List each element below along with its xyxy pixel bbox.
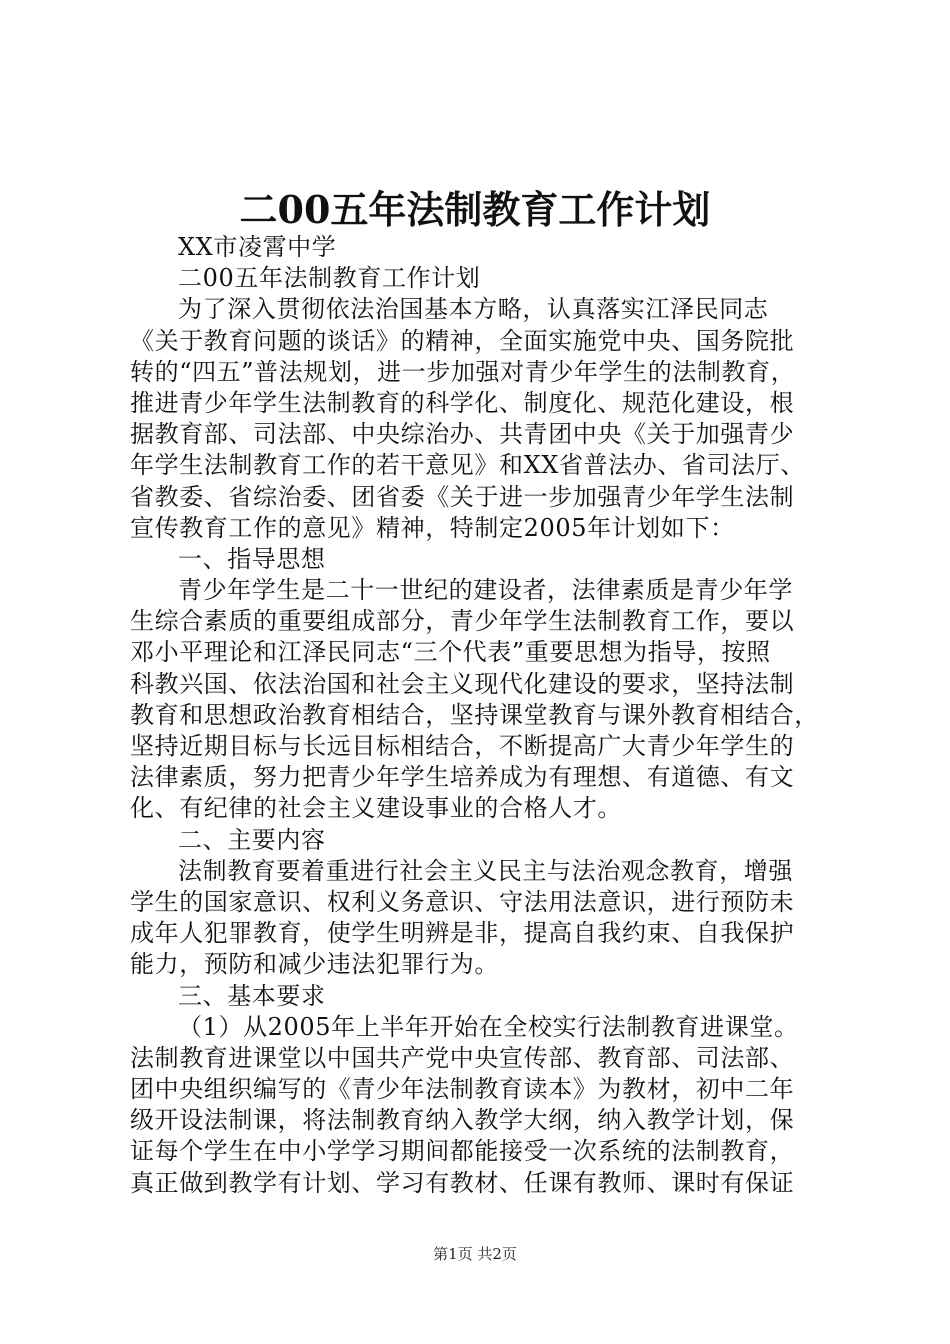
text-line: 法制教育进课堂以中国共产党中央宣传部、教育部、司法部、: [130, 1043, 795, 1072]
text-line: 坚持近期目标与长远目标相结合，不断提高广大青少年学生的: [130, 732, 795, 760]
text-line: 《关于教育问题的谈话》的精神，全面实施党中央、国务院批: [130, 326, 795, 355]
text-line: 法律素质，努力把青少年学生培养成为有理想、有道德、有文: [130, 763, 795, 792]
text-line: 邓小平理论和江泽民同志“三个代表”重要思想为指导，按照: [130, 638, 771, 667]
text-line: 三、基本要求: [178, 981, 326, 1010]
text-line: 教育和思想政治教育相结合，坚持课堂教育与课外教育相结合，: [130, 700, 819, 729]
text-line: 省教委、省综治委、团省委《关于进一步加强青少年学生法制: [130, 482, 795, 511]
text-line: 化、有纪律的社会主义建设事业的合格人才。: [130, 794, 622, 823]
text-line: 为了深入贯彻依法治国基本方略，认真落实江泽民同志: [178, 295, 769, 324]
text-line: 成年人犯罪教育，使学生明辨是非，提高自我约束、自我保护: [130, 919, 795, 948]
text-line: 二00五年法制教育工作计划: [178, 264, 481, 293]
document-body: [130, 232, 842, 1199]
document-title: 二00五年法制教育工作计划: [239, 187, 711, 232]
text-line: 证每个学生在中小学学习期间都能接受一次系统的法制教育，: [130, 1137, 795, 1166]
text-line: 年学生法制教育工作的若干意见》和XX省普法办、省司法厅、: [130, 451, 805, 480]
text-line: 转的“四五”普法规划，进一步加强对青少年学生的法制教育，: [130, 357, 796, 386]
text-line: 能力，预防和减少违法犯罪行为。: [130, 950, 499, 979]
text-line: 级开设法制课，将法制教育纳入教学大纲，纳入教学计划，保: [130, 1106, 795, 1135]
text-line: 青少年学生是二十一世纪的建设者，法律素质是青少年学: [178, 576, 793, 605]
text-line: XX市凌霄中学: [178, 233, 337, 261]
text-line: 团中央组织编写的《青少年法制教育读本》为教材，初中二年: [130, 1075, 795, 1104]
text-line: （1）从2005年上半年开始在全校实行法制教育进课堂。: [178, 1012, 799, 1041]
text-line: 真正做到教学有计划、学习有教材、任课有教师、课时有保证: [130, 1168, 795, 1197]
text-line: 宣传教育工作的意见》精神，特制定2005年计划如下：: [130, 513, 735, 542]
text-line: 科教兴国、依法治国和社会主义现代化建设的要求，坚持法制: [130, 669, 795, 698]
text-line: 法制教育要着重进行社会主义民主与法治观念教育，增强: [178, 856, 793, 885]
text-line: 学生的国家意识、权利义务意识、守法用法意识，进行预防未: [130, 887, 795, 916]
text-line: 生综合素质的重要组成部分，青少年学生法制教育工作，要以: [130, 607, 795, 636]
page-footer: 第1页 共2页: [433, 1245, 517, 1263]
text-line: 一、指导思想: [178, 544, 326, 573]
text-line: 推进青少年学生法制教育的科学化、制度化、规范化建设，根: [130, 388, 795, 417]
text-line: 据教育部、司法部、中央综治办、共青团中央《关于加强青少: [130, 420, 795, 449]
text-line: 二、主要内容: [178, 825, 326, 854]
